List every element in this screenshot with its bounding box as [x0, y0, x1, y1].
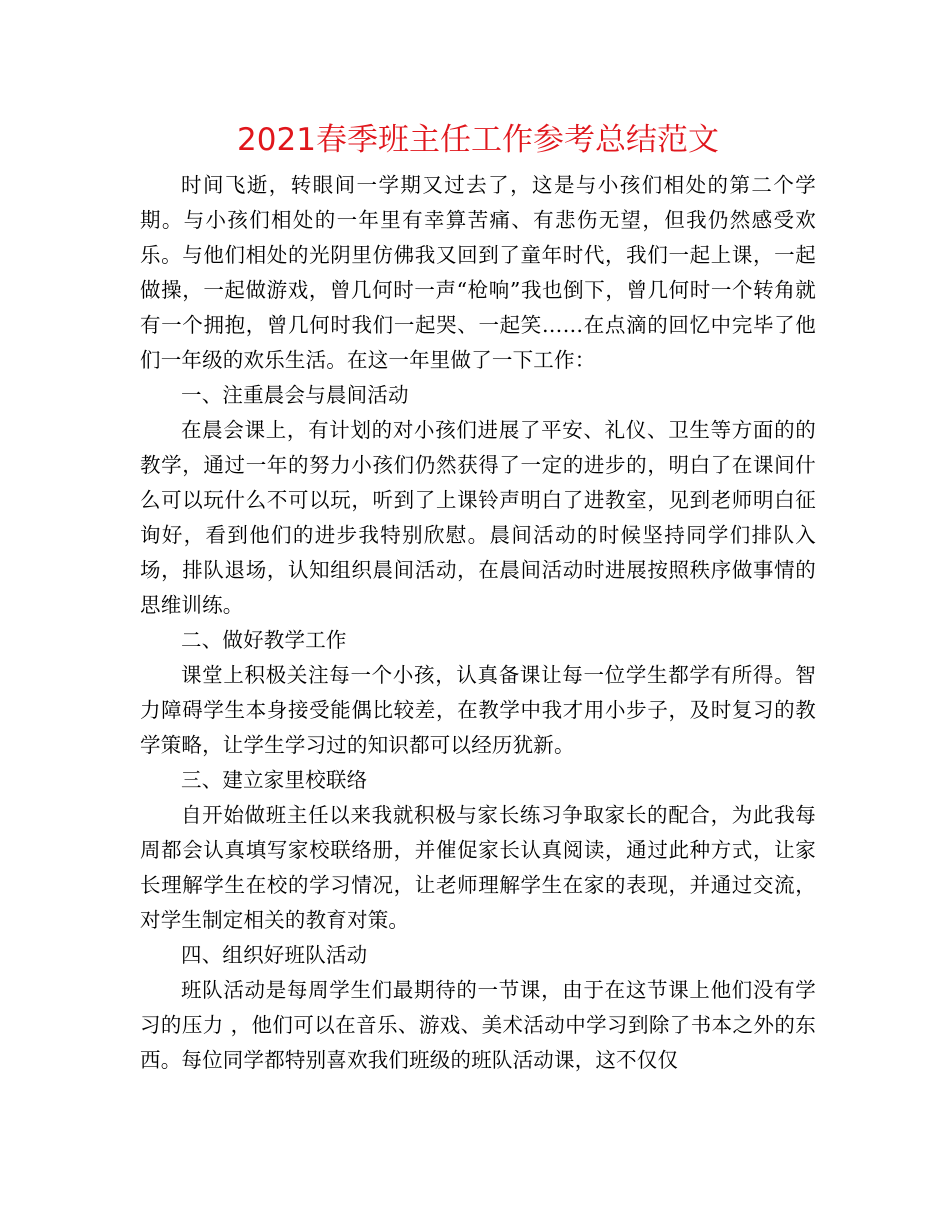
document-body [140, 168, 816, 1078]
section-heading-3: 三、建立家里校联络 [181, 768, 368, 792]
paragraph-section-4: 班队活动是每周学生们最期待的一节课，由于在这节课上他们没有学习的压力 ，他们可以在音乐、游戏、美术活动中学习到除了书本之外的东西。每位同学都特别喜欢我们班级的班队活动课，这不仅仅 [140, 978, 816, 1072]
paragraph-section-1: 在晨会课上，有计划的对小孩们进展了平安、礼仪、卫生等方面的的教学，通过一年的努力小孩们仍然获得了一定的进步的，明白了在课间什么可以玩什么不可以玩，听到了上课铃声明白了进教室，见到老师明白征询好，看到他们的进步我特别欣慰。晨间活动的时候坚持同学们排队入场，排队退场，认知组织晨间活动，在晨间活动时进展按照秩序做事情的思维训练。 [140, 418, 816, 617]
section-heading-4: 四、组织好班队活动 [181, 943, 368, 967]
paragraph-intro: 时间飞逝，转眼间一学期又过去了，这是与小孩们相处的第二个学期。与小孩们相处的一年里有幸算苦痛、有悲伤无望，但我仍然感受欢乐。与他们相处的光阴里仿佛我又回到了童年时代，我们一起上课，一起做操，一起做游戏，曾几何时一声“枪响”我也倒下，曾几何时一个转角就有一个拥抱，曾几何时我们一起哭、一起笑……在点滴的回忆中完毕了他们一年级的欢乐生活。在这一年里做了一下工作： [140, 173, 816, 372]
section-heading-2: 二、做好教学工作 [181, 628, 347, 652]
section-heading-1: 一、注重晨会与晨间活动 [181, 383, 409, 407]
document-title: 2021春季班主任工作参考总结范文 [237, 122, 719, 158]
paragraph-section-3: 自开始做班主任以来我就积极与家长练习争取家长的配合，为此我每周都会认真填写家校联络册，并催促家长认真阅读，通过此种方式，让家长理解学生在校的学习情况，让老师理解学生在家的表现，并通过交流，对学生制定相关的教育对策。 [140, 803, 816, 932]
paragraph-section-2: 课堂上积极关注每一个小孩，认真备课让每一位学生都学有所得。智力障碍学生本身接受能偶比较差，在教学中我才用小步子，及时复习的教学策略，让学生学习过的知识都可以经历犹新。 [140, 663, 816, 757]
document-page [140, 118, 816, 1078]
